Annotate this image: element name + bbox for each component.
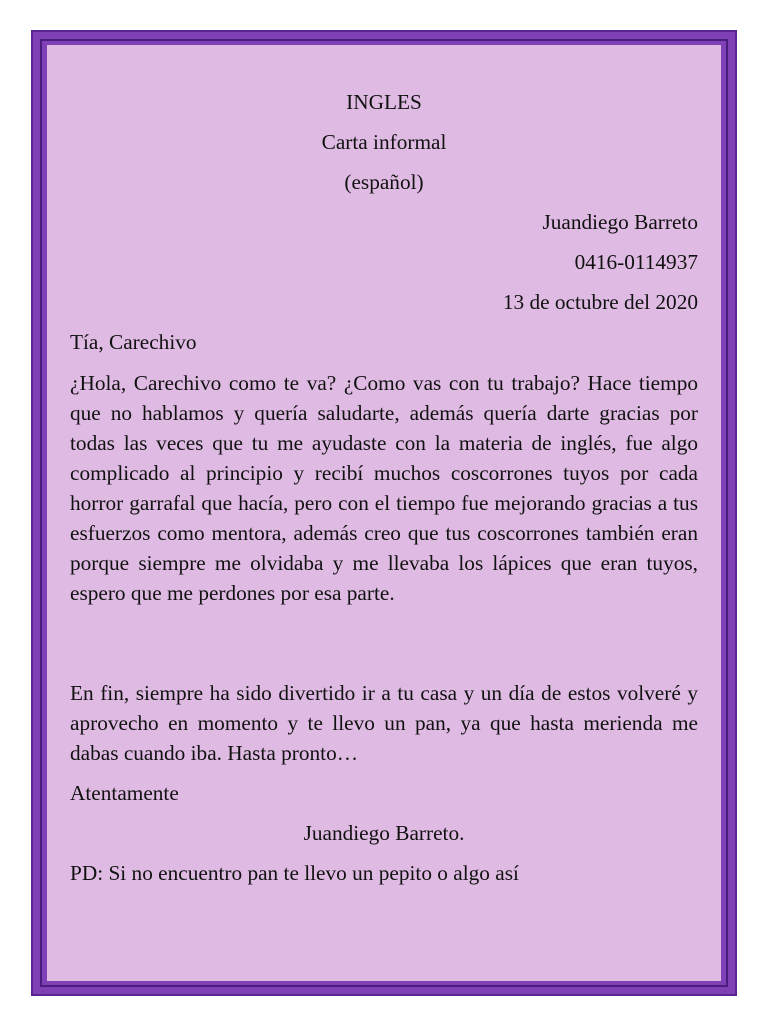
body-paragraph-1: ¿Hola, Carechivo como te va? ¿Como vas con tu trabajo? Hace tiempo que no hablamos y quería saludarte, además quería darte gracias por todas las veces que tu me ayudaste con la materia de inglés, fue algo complicado al principio y recibí muchos coscorrones tuyos por cada horror garrafal que hacía, pero con el tiempo fue mejorando gracias a tus esfuerzos como mentora, además creo que tus coscorrones también eran porque siempre me olvidaba y me llevaba los lápices que eran tuyos, espero que me perdones por esa parte. [70,371,698,605]
subject-heading: INGLES [346,90,422,114]
sender-name: Juandiego Barreto [542,210,698,234]
body-paragraph-2: En fin, siempre ha sido divertido ir a tu casa y un día de estos volveré y aprovecho en momento y te llevo un pan, ya que hasta merienda me dabas cuando iba. Hasta pronto… [70,681,698,765]
language-heading: (español) [344,170,424,194]
signature: Juandiego Barreto. [303,821,465,845]
letter-type-heading: Carta informal [321,130,447,154]
sender-phone: 0416-0114937 [574,250,698,274]
postscript: PD: Si no encuentro pan te llevo un pepito o algo así [70,861,519,885]
greeting: Tía, Carechivo [70,330,197,354]
closing: Atentamente [70,781,179,805]
letter-date: 13 de octubre del 2020 [502,290,698,314]
